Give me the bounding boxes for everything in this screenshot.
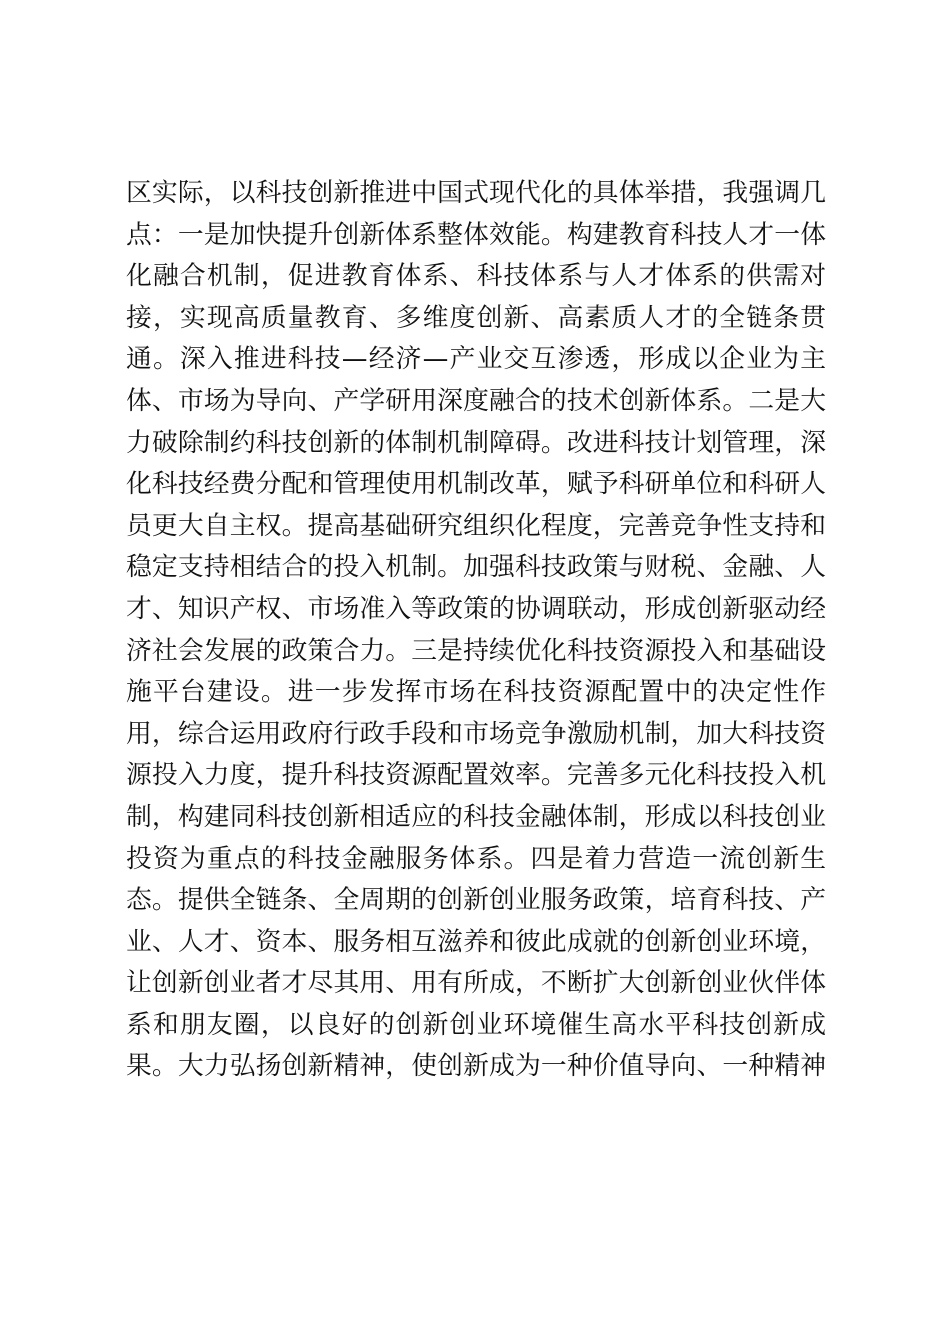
text-line: 制，构建同科技创新相适应的科技金融体制，形成以科技创业 <box>126 801 826 832</box>
text-line: 体、市场为导向、产学研用深度融合的技术创新体系。二是大 <box>126 385 826 416</box>
text-line: 济社会发展的政策合力。三是持续优化科技资源投入和基础设 <box>126 635 826 666</box>
text-line: 投资为重点的科技金融服务体系。四是着力营造一流创新生 <box>126 843 826 874</box>
body-paragraph <box>126 173 826 1088</box>
text-line: 系和朋友圈，以良好的创新创业环境催生高水平科技创新成 <box>126 1009 826 1040</box>
text-line: 让创新创业者才尽其用、用有所成，不断扩大创新创业伙伴体 <box>126 968 826 999</box>
text-line: 点：一是加快提升创新体系整体效能。构建教育科技人才一体 <box>126 219 826 250</box>
text-line: 用，综合运用政府行政手段和市场竞争激励机制，加大科技资 <box>126 718 826 749</box>
text-line: 源投入力度，提升科技资源配置效率。完善多元化科技投入机 <box>126 760 826 791</box>
text-line: 力破除制约科技创新的体制机制障碍。改进科技计划管理，深 <box>126 427 826 458</box>
text-line: 化科技经费分配和管理使用机制改革，赋予科研单位和科研人 <box>126 469 826 500</box>
text-line: 通。深入推进科技—经济—产业交互渗透，形成以企业为主 <box>126 344 826 375</box>
text-line: 果。大力弘扬创新精神，使创新成为一种价值导向、一种精神 <box>126 1051 826 1082</box>
text-line: 态。提供全链条、全周期的创新创业服务政策，培育科技、产 <box>126 885 826 916</box>
text-line: 化融合机制，促进教育体系、科技体系与人才体系的供需对 <box>126 261 826 292</box>
text-line: 稳定支持相结合的投入机制。加强科技政策与财税、金融、人 <box>126 552 826 583</box>
text-line: 施平台建设。进一步发挥市场在科技资源配置中的决定性作 <box>126 677 826 708</box>
text-line: 区实际，以科技创新推进中国式现代化的具体举措，我强调几 <box>126 178 826 208</box>
text-line: 接，实现高质量教育、多维度创新、高素质人才的全链条贯 <box>126 302 826 333</box>
text-line: 业、人才、资本、服务相互滋养和彼此成就的创新创业环境， <box>126 926 826 957</box>
text-line: 才、知识产权、市场准入等政策的协调联动，形成创新驱动经 <box>126 593 826 624</box>
text-line: 员更大自主权。提高基础研究组织化程度，完善竞争性支持和 <box>126 510 826 541</box>
